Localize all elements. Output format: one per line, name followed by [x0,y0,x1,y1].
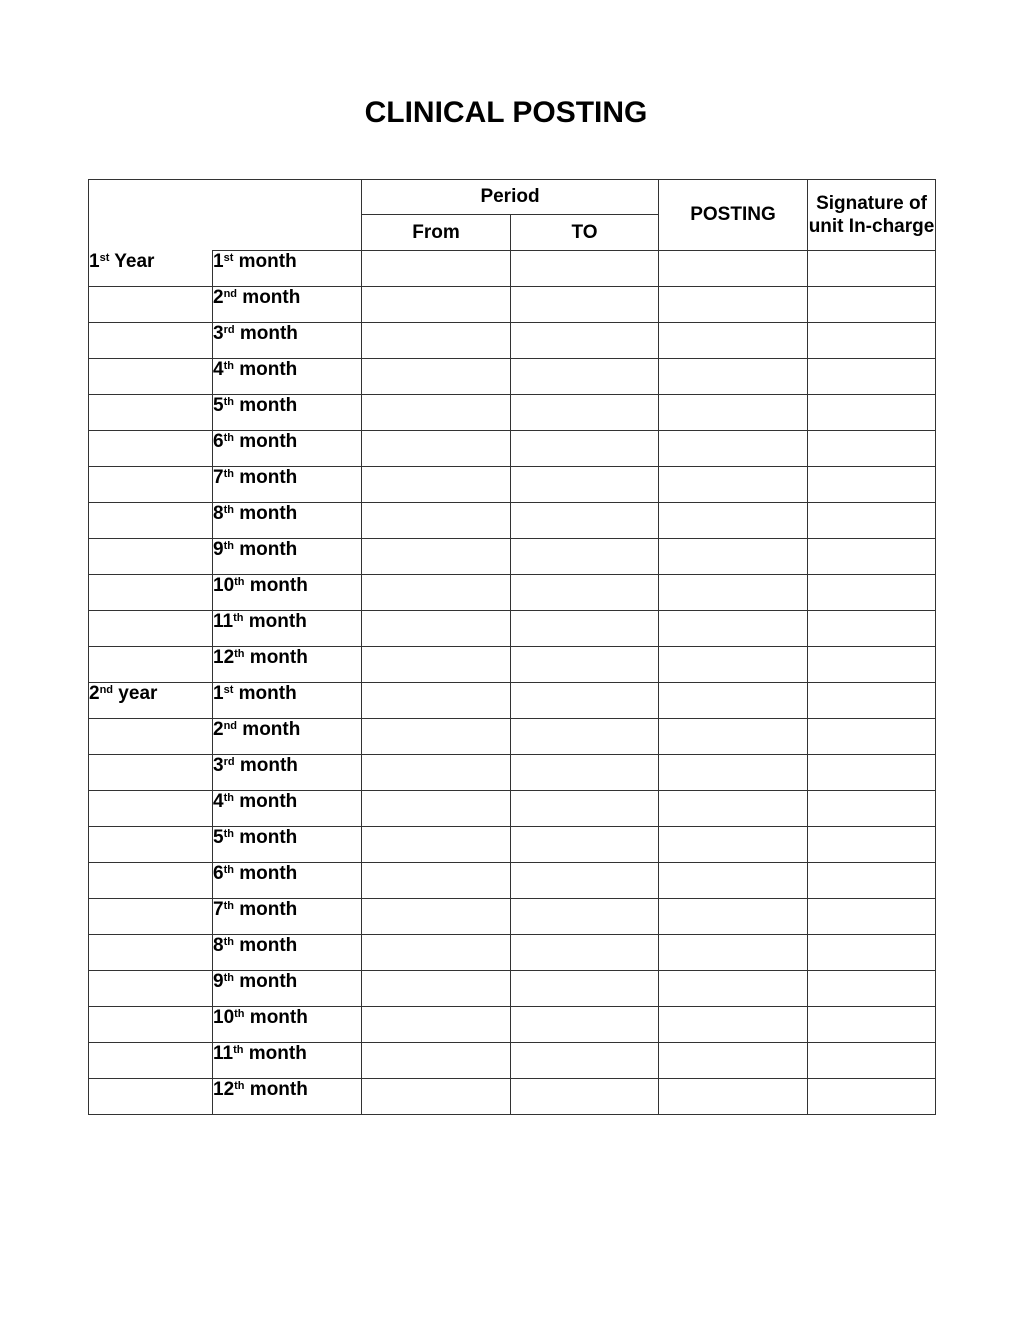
to-cell[interactable] [511,827,659,863]
to-cell[interactable] [511,683,659,719]
signature-cell[interactable] [808,971,936,1007]
from-cell[interactable] [362,251,511,287]
signature-cell[interactable] [808,395,936,431]
table-row [89,1079,936,1115]
signature-cell[interactable] [808,611,936,647]
month-label-word: month [243,611,307,632]
from-cell[interactable] [362,1079,511,1115]
posting-cell[interactable] [659,683,808,719]
table-row [89,971,936,1007]
month-cell [213,683,362,719]
month-label-number: 1 [213,683,224,704]
month-label-number: 4 [213,359,224,380]
table-row [89,359,936,395]
year-cell [89,827,213,863]
month-label-suffix: th [223,792,234,804]
month-label [213,1007,308,1028]
signature-cell[interactable] [808,431,936,467]
signature-cell[interactable] [808,1043,936,1079]
month-label-suffix: th [223,540,234,552]
to-cell[interactable] [511,431,659,467]
year-cell [89,719,213,755]
year-cell [89,467,213,503]
from-cell[interactable] [362,899,511,935]
to-cell[interactable] [511,899,659,935]
table-row [89,1043,936,1079]
month-label-word: month [244,575,308,596]
table-row [89,719,936,755]
posting-cell[interactable] [659,935,808,971]
month-label-word: month [233,431,298,452]
month-cell [213,503,362,539]
month-label-word: month [233,899,298,920]
month-cell [213,971,362,1007]
month-label-number: 7 [213,899,224,920]
to-cell[interactable] [511,287,659,323]
year-label-suffix: nd [99,684,114,696]
month-label-word: month [233,503,298,524]
year-cell [89,503,213,539]
from-cell[interactable] [362,467,511,503]
year-cell [89,935,213,971]
table-row [89,1007,936,1043]
month-label [213,827,297,848]
to-cell[interactable] [511,755,659,791]
header-posting: POSTING [659,180,808,251]
month-label [213,755,298,776]
posting-cell[interactable] [659,1043,808,1079]
month-label-word: month [244,647,308,668]
posting-cell[interactable] [659,719,808,755]
month-label-suffix: th [223,396,234,408]
to-cell[interactable] [511,1079,659,1115]
month-label-suffix: th [234,576,245,588]
signature-cell[interactable] [808,467,936,503]
month-label [213,791,297,812]
month-label-number: 8 [213,935,224,956]
month-cell [213,719,362,755]
month-label [213,503,297,524]
month-cell [213,827,362,863]
table-row [89,647,936,683]
year-label-number: 1 [89,250,100,272]
signature-cell[interactable] [808,575,936,611]
signature-cell[interactable] [808,791,936,827]
from-cell[interactable] [362,611,511,647]
month-label-word: month [237,287,301,308]
signature-cell[interactable] [808,863,936,899]
month-cell [213,899,362,935]
header-period: Period [362,180,659,215]
year-label [89,251,154,272]
signature-cell[interactable] [808,359,936,395]
month-label-word: month [233,971,298,992]
month-label-number: 5 [213,395,224,416]
month-label [213,323,298,344]
table-row [89,503,936,539]
month-label-word: month [244,1079,308,1100]
month-label [213,467,297,488]
posting-cell[interactable] [659,755,808,791]
to-cell[interactable] [511,323,659,359]
posting-cell[interactable] [659,647,808,683]
to-cell[interactable] [511,935,659,971]
year-cell [89,971,213,1007]
from-cell[interactable] [362,863,511,899]
month-label-suffix: th [223,468,234,480]
signature-cell[interactable] [808,755,936,791]
posting-cell[interactable] [659,863,808,899]
posting-cell[interactable] [659,323,808,359]
posting-cell[interactable] [659,503,808,539]
table-body [89,251,936,1115]
month-label [213,971,297,992]
month-label-suffix: nd [223,720,238,732]
month-label-suffix: th [223,900,234,912]
year-cell [89,1079,213,1115]
month-label [213,719,300,740]
table-row [89,539,936,575]
month-label [213,395,297,416]
from-cell[interactable] [362,359,511,395]
header-to: TO [511,215,659,251]
month-label-number: 2 [213,287,224,308]
month-cell [213,575,362,611]
posting-cell[interactable] [659,827,808,863]
from-cell[interactable] [362,1043,511,1079]
year-cell [89,431,213,467]
table-row [89,827,936,863]
month-label-number: 10 [213,575,235,596]
month-cell [213,1043,362,1079]
month-label [213,287,300,308]
year-cell [89,575,213,611]
from-cell[interactable] [362,791,511,827]
signature-cell[interactable] [808,827,936,863]
table-row [89,791,936,827]
from-cell[interactable] [362,971,511,1007]
month-label-suffix: rd [223,324,235,336]
signature-cell[interactable] [808,1079,936,1115]
posting-cell[interactable] [659,575,808,611]
month-label-suffix: st [223,684,234,696]
month-label-word: month [233,395,298,416]
year-cell [89,359,213,395]
to-cell[interactable] [511,503,659,539]
to-cell[interactable] [511,575,659,611]
from-cell[interactable] [362,575,511,611]
table-row [89,431,936,467]
month-label-number: 2 [213,719,224,740]
month-label-number: 4 [213,791,224,812]
year-label-word: Year [109,250,155,272]
month-label-word: month [233,359,298,380]
year-cell [89,791,213,827]
posting-cell[interactable] [659,287,808,323]
month-cell [213,431,362,467]
signature-cell[interactable] [808,323,936,359]
signature-cell[interactable] [808,899,936,935]
signature-cell[interactable] [808,719,936,755]
from-cell[interactable] [362,683,511,719]
month-cell [213,251,362,287]
year-cell [89,1007,213,1043]
year-label-number: 2 [89,683,100,704]
posting-cell[interactable] [659,1079,808,1115]
from-cell[interactable] [362,647,511,683]
month-cell [213,935,362,971]
month-label-word: month [233,539,298,560]
from-cell[interactable] [362,827,511,863]
year-cell [89,683,213,719]
header-from: From [362,215,511,251]
to-cell[interactable] [511,863,659,899]
month-label-number: 10 [213,1007,235,1028]
month-label-suffix: th [223,360,234,372]
month-label-suffix: th [234,1080,245,1092]
year-label-word: year [113,683,158,704]
from-cell[interactable] [362,755,511,791]
table-row [89,935,936,971]
year-cell [89,395,213,431]
table-row [89,467,936,503]
to-cell[interactable] [511,611,659,647]
posting-cell[interactable] [659,899,808,935]
month-label-number: 6 [213,431,224,452]
year-cell [89,539,213,575]
month-label [213,899,297,920]
signature-cell[interactable] [808,1007,936,1043]
posting-cell[interactable] [659,971,808,1007]
month-label-word: month [244,1007,308,1028]
table-row [89,287,936,323]
posting-cell[interactable] [659,251,808,287]
table-row [89,863,936,899]
month-label-suffix: th [233,1044,244,1056]
header-blank-cell [89,180,362,251]
posting-cell[interactable] [659,791,808,827]
month-label-word: month [233,863,298,884]
month-cell [213,395,362,431]
from-cell[interactable] [362,395,511,431]
to-cell[interactable] [511,467,659,503]
month-label [213,575,308,596]
table-row [89,683,936,719]
signature-cell[interactable] [808,251,936,287]
year-cell [89,647,213,683]
month-label-number: 8 [213,503,224,524]
month-cell [213,467,362,503]
signature-cell[interactable] [808,935,936,971]
month-label [213,1043,307,1064]
table-row [89,755,936,791]
year-cell [89,755,213,791]
month-label [213,431,297,452]
month-label-suffix: nd [223,288,238,300]
signature-cell[interactable] [808,503,936,539]
header-signature: Signature of unit In-charge [808,180,936,251]
to-cell[interactable] [511,719,659,755]
from-cell[interactable] [362,503,511,539]
table-row [89,899,936,935]
to-cell[interactable] [511,539,659,575]
month-label [213,539,297,560]
posting-cell[interactable] [659,395,808,431]
year-label [89,683,157,704]
month-label-suffix: th [234,1008,245,1020]
page-title: CLINICAL POSTING [364,96,648,129]
month-label-word: month [233,935,298,956]
month-label-word: month [233,251,297,272]
year-cell [89,1043,213,1079]
month-label-number: 6 [213,863,224,884]
to-cell[interactable] [511,971,659,1007]
posting-cell[interactable] [659,359,808,395]
from-cell[interactable] [362,287,511,323]
month-label-suffix: th [223,972,234,984]
month-label-word: month [234,323,298,344]
month-label-number: 12 [213,647,235,668]
month-label-number: 9 [213,539,224,560]
table-header [89,180,936,251]
month-cell [213,323,362,359]
month-label-word: month [237,719,301,740]
month-cell [213,1007,362,1043]
year-cell [89,287,213,323]
year-cell [89,899,213,935]
month-cell [213,1079,362,1115]
month-label-number: 11 [213,1043,234,1064]
month-label [213,611,307,632]
month-label [213,359,297,380]
table-row [89,575,936,611]
year-cell [89,251,213,287]
table-row [89,611,936,647]
month-label-number: 9 [213,971,224,992]
signature-cell[interactable] [808,683,936,719]
month-label-suffix: rd [223,756,235,768]
to-cell[interactable] [511,395,659,431]
from-cell[interactable] [362,1007,511,1043]
to-cell[interactable] [511,791,659,827]
month-label-word: month [234,755,298,776]
month-label [213,1079,308,1100]
to-cell[interactable] [511,1007,659,1043]
month-label-suffix: th [233,612,244,624]
month-label [213,935,297,956]
month-cell [213,359,362,395]
posting-cell[interactable] [659,467,808,503]
from-cell[interactable] [362,935,511,971]
month-label [213,863,297,884]
month-cell [213,791,362,827]
month-label [213,251,297,272]
month-label-number: 3 [213,755,224,776]
signature-cell[interactable] [808,647,936,683]
to-cell[interactable] [511,647,659,683]
year-cell [89,611,213,647]
month-label-suffix: th [223,504,234,516]
from-cell[interactable] [362,539,511,575]
table-row [89,251,936,287]
month-label-number: 5 [213,827,224,848]
month-label-suffix: th [223,936,234,948]
month-label-number: 12 [213,1079,235,1100]
month-label-number: 11 [213,611,234,632]
to-cell[interactable] [511,1043,659,1079]
month-cell [213,287,362,323]
year-cell [89,863,213,899]
from-cell[interactable] [362,719,511,755]
month-cell [213,647,362,683]
from-cell[interactable] [362,431,511,467]
month-label-word: month [243,1043,307,1064]
month-label-suffix: st [223,252,234,264]
signature-cell[interactable] [808,287,936,323]
posting-cell[interactable] [659,1007,808,1043]
to-cell[interactable] [511,251,659,287]
month-label-word: month [233,683,297,704]
table-row [89,395,936,431]
month-label-suffix: th [223,828,234,840]
posting-cell[interactable] [659,539,808,575]
to-cell[interactable] [511,359,659,395]
month-cell [213,611,362,647]
month-label [213,647,308,668]
month-label-suffix: th [234,648,245,660]
month-label-word: month [233,827,298,848]
month-cell [213,755,362,791]
month-label-number: 3 [213,323,224,344]
month-label-suffix: th [223,432,234,444]
year-cell [89,323,213,359]
month-label [213,683,297,704]
clinical-posting-table [88,179,936,1115]
month-cell [213,539,362,575]
month-label-suffix: th [223,864,234,876]
from-cell[interactable] [362,323,511,359]
table-row [89,323,936,359]
month-label-word: month [233,791,298,812]
posting-cell[interactable] [659,611,808,647]
month-label-number: 1 [213,251,224,272]
month-label-word: month [233,467,298,488]
signature-cell[interactable] [808,539,936,575]
year-label-suffix: st [99,251,110,264]
month-label-number: 7 [213,467,224,488]
posting-cell[interactable] [659,431,808,467]
month-cell [213,863,362,899]
